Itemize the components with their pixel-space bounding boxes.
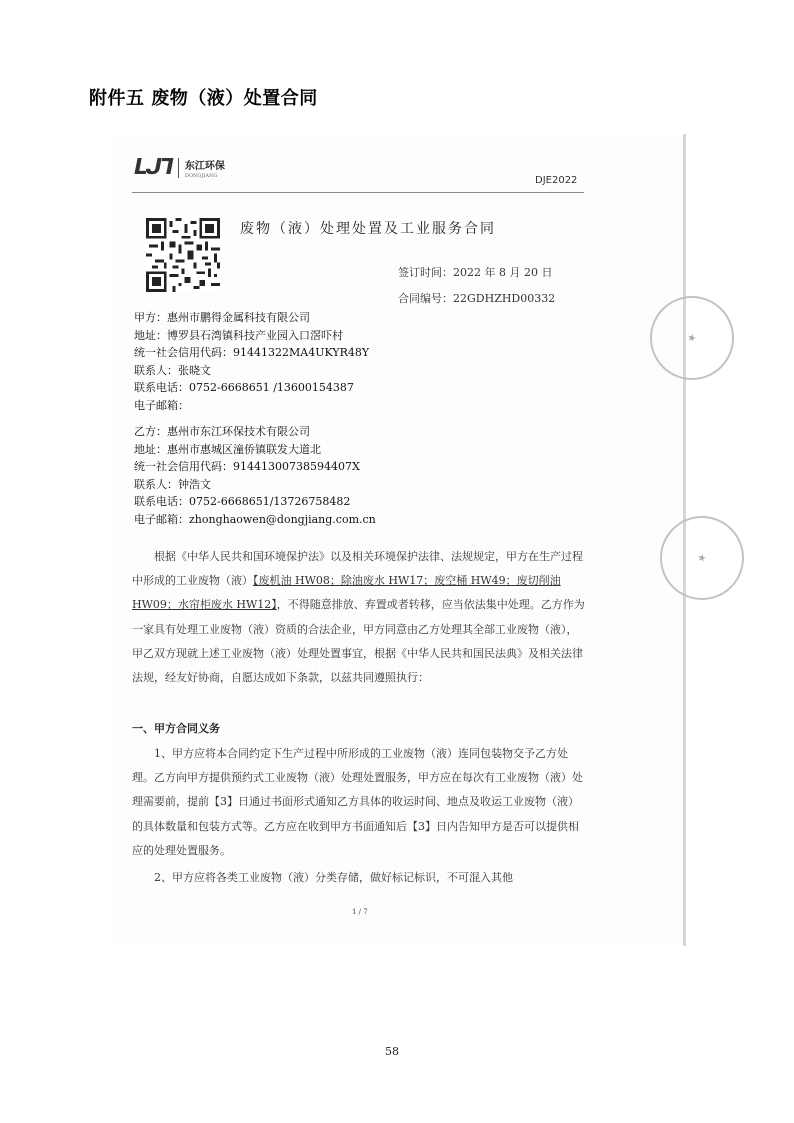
party-a-address: 地址：博罗县石湾镇科技产业园入口滘吓村: [134, 328, 343, 342]
scan-page-indicator: 1 / 7: [352, 908, 368, 916]
party-b-block: [134, 423, 376, 529]
party-b-name: 乙方：惠州市东江环保技术有限公司: [134, 425, 310, 438]
contract-title: 废物（液）处理处置及工业服务合同: [240, 221, 496, 237]
party-a-email: 电子邮箱：: [134, 398, 189, 412]
preamble-intro: 根据《中华人民共和国环境保护法》以及相关环境保护法律、法规规定，甲方在生产过程中形成的工业废物（液）: [132, 550, 583, 588]
party-a-credit-code: 统一社会信用代码：91441322MA4UKYR48Y: [134, 346, 370, 360]
logo-divider: [178, 158, 179, 178]
sign-date: 签订时间：2022 年 8 月 20 日: [398, 266, 553, 279]
preamble-rest: ，不得随意排放、弃置或者转移，应当依法集中处理。乙方作为一家具有处理工业废物（液）资质的合法企业，甲方同意由乙方处理其全部工业废物（液），甲乙双方现就上述工业废物（液）处理处置事宜，根据《中华人民共和国民法典》及相关法律法规，经友好协商，自愿达成如下条款，以兹共同遵照执行：: [132, 598, 585, 685]
company-seal-stamp: ★: [650, 296, 734, 380]
party-a-contact: 联系人：张晓文: [134, 363, 211, 377]
party-a-block: [134, 309, 369, 415]
preamble-paragraph: [132, 545, 587, 690]
waste-list: 【废机油 HW08；除油废水 HW17；废空桶 HW49；废切削油 HW09；水帘柜废水 HW12】: [132, 574, 561, 612]
company-seal-stamp: ★: [660, 516, 744, 600]
logo-company-name: 东江环保: [184, 160, 225, 172]
document-code: DJE2022: [535, 175, 578, 186]
contract-number: 合同编号：22GDHZHD00332: [398, 292, 556, 305]
logo-mark: ᒪᒍᒣ: [134, 155, 172, 180]
party-b-email: 电子邮箱：zhonghaowen@dongjiang.com.cn: [134, 512, 376, 526]
attachment-heading: 附件五 废物（液）处置合同: [89, 88, 318, 109]
company-logo: [134, 155, 225, 180]
header-divider: [132, 192, 584, 193]
party-b-phone: 联系电话：0752-6668651/13726758482: [134, 495, 351, 509]
clause-2: 2、甲方应将各类工业废物（液）分类存储，做好标记标识，不可混入其他: [154, 871, 513, 884]
page-number: 58: [385, 1045, 399, 1058]
party-b-credit-code: 统一社会信用代码：91441300738594407X: [134, 460, 360, 474]
party-b-contact: 联系人：钟浩文: [134, 477, 211, 491]
section-title: 一、甲方合同义务: [132, 722, 220, 735]
party-b-address: 地址：惠州市惠城区潼侨镇联发大道北: [134, 442, 321, 456]
party-a-name: 甲方：惠州市鹏得金属科技有限公司: [134, 311, 310, 324]
qr-code: [146, 218, 220, 292]
logo-subtitle: DONGJIANG: [184, 172, 218, 179]
party-a-phone: 联系电话：0752-6668651 /13600154387: [134, 381, 354, 395]
clause-1: 1、甲方应将本合同约定下生产过程中所形成的工业废物（液）连同包装物交予乙方处理。乙方向甲方提供预约式工业废物（液）处理处置服务，甲方应在每次有工业废物（液）处理需要前，提前【3】日通过书面形式通知乙方具体的收运时间、地点及收运工业废物（液）的具体数量和包装方式等。乙方应在收到甲方书面通知后【3】日内告知甲方是否可以提供相应的处理处置服务。: [132, 747, 583, 857]
